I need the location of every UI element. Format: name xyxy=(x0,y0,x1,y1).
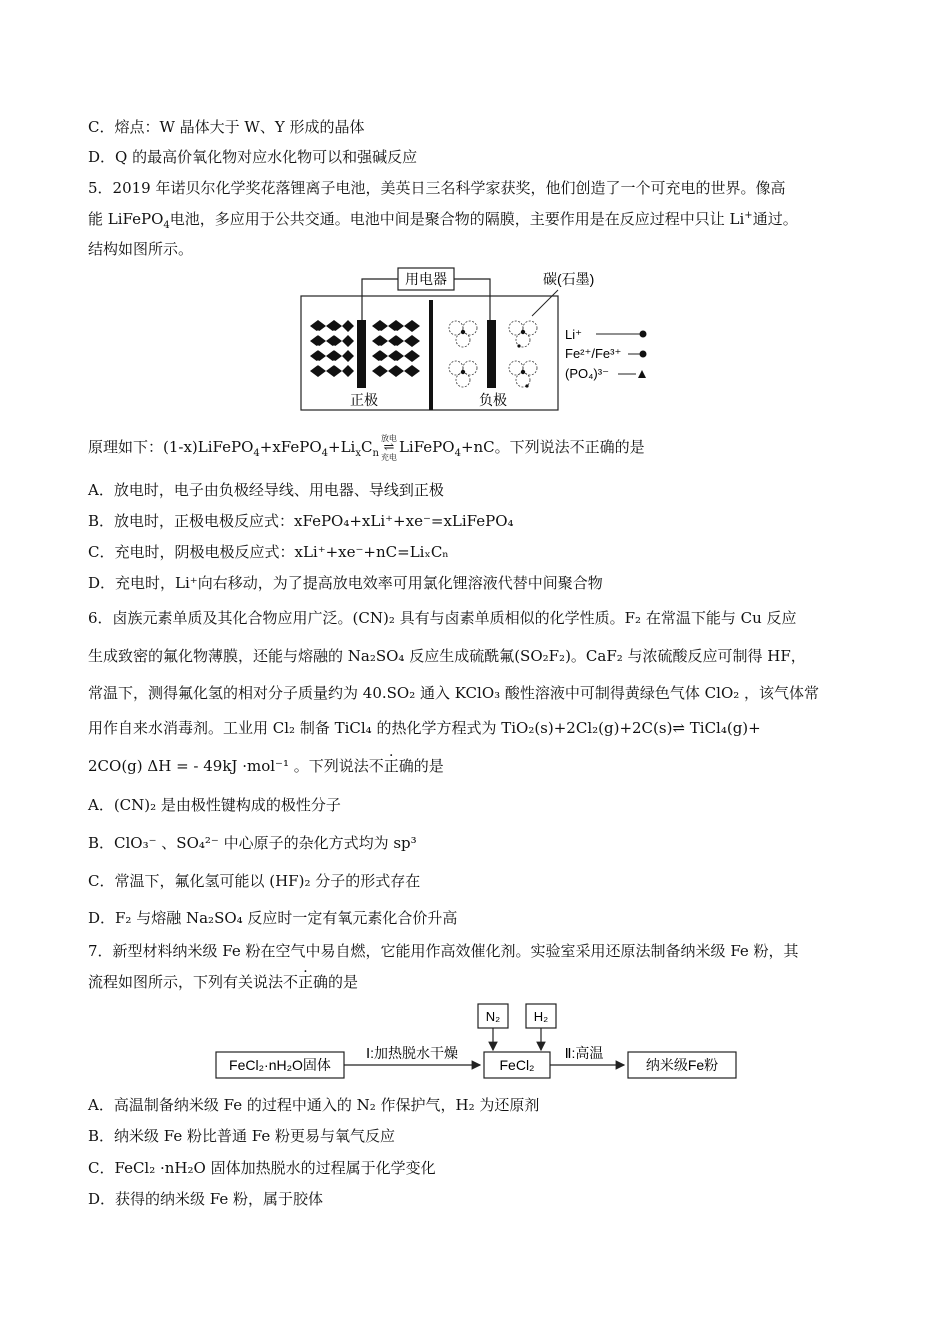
q7-option-b: B．纳米级 Fe 粉比普通 Fe 粉更易与氧气反应 xyxy=(88,1127,396,1145)
q5-stem-part: 通过。 xyxy=(752,210,798,228)
legend-po4: (PO₄)³⁻ xyxy=(565,366,609,381)
q7-stem-line2 xyxy=(88,971,358,993)
eq-charge: 充电 xyxy=(380,453,397,462)
principle-text: +nC。下列说法不正确的是 xyxy=(460,438,645,456)
q6-stem-line1: 6．卤族元素单质及其化合物应用广泛。(CN)₂ 具有与卤素单质相似的化学性质。F₂ 在常温下能与 Cu 反应 xyxy=(88,609,797,627)
negative-electrode-label: 负极 xyxy=(479,392,507,408)
legend-fe: Fe²⁺/Fe³⁺ xyxy=(565,346,622,361)
principle-text: +xFePO xyxy=(259,438,322,456)
q6-stem-part: 的是 xyxy=(413,757,444,775)
q7-stem-part: 流程如图所示，下列有关说法 xyxy=(88,973,284,991)
q5-option-c: C．充电时，阴极电极反应式：xLi⁺+xe⁻+nC=LiₓCₙ xyxy=(88,543,449,561)
q6-option-d: D．F₂ 与熔融 Na₂SO₄ 反应时一定有氧元素化合价升高 xyxy=(88,909,458,927)
legend-fe-marker xyxy=(640,351,647,358)
q7-emphasis: 不正确 xyxy=(283,973,329,991)
q5-stem-part: 能 LiFePO xyxy=(88,210,164,228)
q6-stem-line3: 常温下，测得氟化氢的相对分子质量约为 40.SO₂ 通入 KClO₃ 酸性溶液中可制得黄绿色气体 ClO₂ ，该气体常 xyxy=(88,684,820,702)
q4-option-d: D．Q 的最高价氧化物对应水化物可以和强碱反应 xyxy=(88,148,418,166)
q5-stem-part: 电池，多应用于公共交通。电池中间是聚合物的隔膜，主要作用是在反应过程中只让 Li xyxy=(169,210,745,228)
legend-li-marker xyxy=(640,331,647,338)
q6-stem-line4: 用作自来水消毒剂。工业用 Cl₂ 制备 TiCl₄ 的热化学方程式为 TiO₂(s)+2Cl₂(g)+2C(s)⇌ TiCl₄(g)+ xyxy=(88,719,761,737)
q5-option-a: A．放电时，电子由负极经导线、用电器、导线到正极 xyxy=(88,481,444,499)
q5-option-d: D．充电时，Li⁺向右移动，为了提高放电效率可用氯化锂溶液代替中间聚合物 xyxy=(88,574,603,592)
q5-option-b: B．放电时，正极电极反应式：xFePO₄+xLi⁺+xe⁻=xLiFePO₄ xyxy=(88,512,514,530)
equilibrium-arrow: 放电 ⇌ 充电 xyxy=(380,434,397,462)
positive-electrode-label: 正极 xyxy=(350,392,378,408)
principle-text: +Li xyxy=(328,438,356,456)
q5-stem-line2: 能 LiFePO$_4$电池，多应用于公共交通。电池中间是聚合物的隔膜，主要作用是在反应过程中只让 Li+通过。 xyxy=(88,210,798,231)
q7-option-a: A．高温制备纳米级 Fe 的过程中通入的 N₂ 作保护气，H₂ 为还原剂 xyxy=(88,1096,540,1114)
flow-diagram xyxy=(212,1000,742,1086)
flow-step1-label: Ⅰ:加热脱水干燥 xyxy=(365,1045,459,1061)
q5-stem-line1: 5．2019 年诺贝尔化学奖花落锂离子电池，美英日三名科学家获奖，他们创造了一个可充电的世界。像高 xyxy=(88,179,786,197)
battery-diagram xyxy=(300,266,660,412)
q6-stem-part: 2CO(g) ΔH = - 49kJ ·mol⁻¹ 。下列说法 xyxy=(88,757,369,775)
legend-po4-marker xyxy=(638,370,646,378)
q7-stem-line1: 7．新型材料纳米级 Fe 粉在空气中易自燃，它能用作高效催化剂。实验室采用还原法制备纳米级 Fe 粉，其 xyxy=(88,942,799,960)
flow-step2-label: Ⅱ:高温 xyxy=(564,1045,604,1061)
q7-stem-part: 的是 xyxy=(328,973,359,991)
legend-li: Li⁺ xyxy=(565,327,582,342)
flow-gas-n2: N₂ xyxy=(485,1009,501,1024)
q7-option-c: C．FeCl₂ ·nH₂O 固体加热脱水的过程属于化学变化 xyxy=(88,1159,436,1177)
device-label: 用电器 xyxy=(405,271,447,287)
q6-option-a: A．(CN)₂ 是由极性键构成的极性分子 xyxy=(88,796,341,814)
q6-option-c: C．常温下，氟化氢可能以 (HF)₂ 分子的形式存在 xyxy=(88,872,421,890)
flow-start-label: FeCl₂·nH₂O固体 xyxy=(229,1057,331,1073)
flow-mid-label: FeCl₂ xyxy=(499,1057,535,1073)
q6-stem-line2: 生成致密的氟化物薄膜，还能与熔融的 Na₂SO₄ 反应生成硫酰氟(SO₂F₂)。CaF₂ 与浓硫酸反应可制得 HF， xyxy=(88,647,806,665)
q6-emphasis: 不正确 xyxy=(368,757,414,775)
principle-text: 原理如下：(1-x)LiFePO xyxy=(88,438,254,456)
q7-option-d: D．获得的纳米级 Fe 粉，属于胶体 xyxy=(88,1190,324,1208)
q4-option-c: C．熔点：W 晶体大于 W、Y 形成的晶体 xyxy=(88,118,365,136)
q6-stem-line5 xyxy=(88,755,444,777)
carbon-label: 碳(石墨) xyxy=(543,271,595,287)
flow-gas-h2: H₂ xyxy=(533,1009,549,1024)
q5-stem-line3: 结构如图所示。 xyxy=(88,240,194,258)
flow-end-label: 纳米级Fe粉 xyxy=(645,1057,719,1073)
q6-option-b: B．ClO₃⁻ 、SO₄²⁻ 中心原子的杂化方式均为 sp³ xyxy=(88,834,417,852)
principle-text: LiFePO xyxy=(398,438,455,456)
eq-discharge: 放电 xyxy=(380,434,397,443)
q5-principle: 原理如下：$(1-x)LiFePO_4+xFePO_4+Li_xC_n$放电 ⇌ 充电LiFePO$_4$+nC。下列说法不正确的是 xyxy=(88,434,645,462)
